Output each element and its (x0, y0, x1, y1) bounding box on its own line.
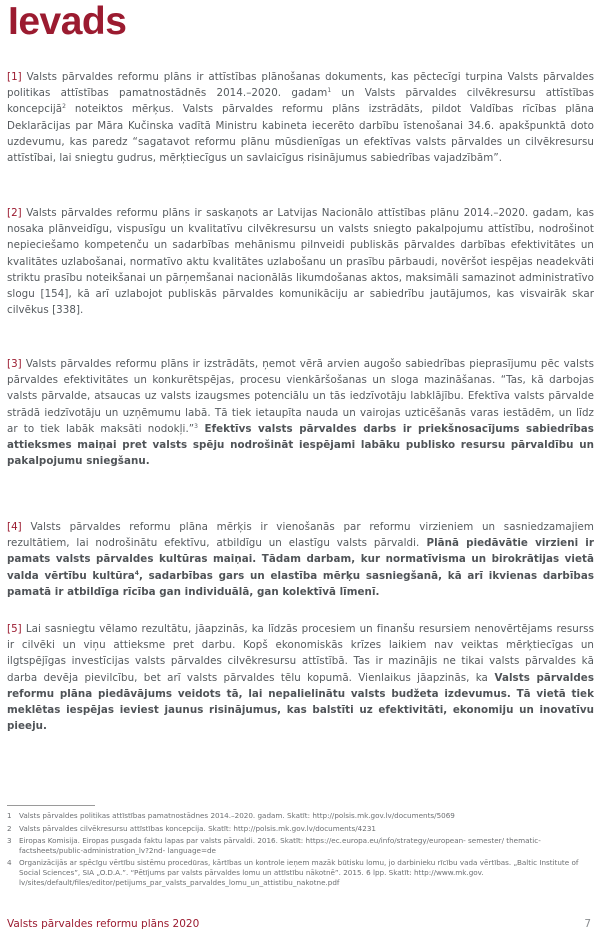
footnote-item (7, 858, 594, 887)
footnote-text: Valsts pārvaldes cilvēkresursu attīstības koncepcija. Skatīt: http://polsis.mk.gov.lv/documents/4231 (19, 823, 376, 833)
paragraph-4 (7, 519, 594, 600)
paragraph-text: Valsts pārvaldes reformu plāns ir saskaņots ar Latvijas Nacionālo attīstības plānu 2014.–2020. gadam, kas nosaka plānveidīgu, vispusīgu un kvalitatīvu cilvēkresursu un valsts sniegto pakalpojumu attīstību, nodrošinot nepieciešamo kompetenču un sadarbības mehānismu pilnveidi publiskās pārvaldes darbības efektivitātes un kvalitātes uzlabošanai, normatīvo aktu kvalitātes uzlabošanu un prasību pārbaudi, novēršot iespējas neadekvāti striktu prasību noteikšanai un pārņemšanai nacionālās likumdošanas aktos, maksimāli samazinot administratīvo slogu [154], kā arī uzlabojot publiskās pārvaldes komunikāciju ar sabiedrību jautājumos, kas visvairāk skar cilvēkus [338]. (7, 207, 595, 317)
footnote-text: Eiropas Komisija. Eiropas pusgada faktu lapas par valsts pārvaldi. 2016. Skatīt: https://ec.europa.eu/info/strategy/european- semester/ thematic-factsheets/public-administration_lv?2nd- language=de (19, 836, 541, 855)
footnote-number: 3 (7, 836, 12, 846)
footnotes (7, 811, 594, 890)
paragraph-number: [4] (7, 521, 22, 533)
paragraph-5 (7, 621, 594, 734)
paragraph-number: [2] (7, 207, 22, 219)
paragraph-text: Valsts pārvaldes reformu plāna mērķis ir vienošanās par reformu virzieniem un sasniedzamajiem rezultātiem, lai nodrošinātu efektīvu, atbildīgu un elastīgu valsts pārvaldi. (7, 521, 594, 550)
footer-document-title: Valsts pārvaldes reformu plāns 2020 (7, 918, 200, 930)
paragraph-3 (7, 356, 594, 469)
footnote-number: 2 (7, 823, 12, 833)
footnote-ref: 4 (134, 569, 139, 577)
paragraph-bold-text: , sadarbības gars un elastība mērķu sasniegšanā, kā arī ikvienas darbības pamatā ir atbildīga rīcība gan individuālā, gan kolektīvā līmenī. (7, 569, 594, 598)
footnote-item (7, 836, 594, 855)
paragraph-2 (7, 205, 594, 318)
paragraph-1 (7, 69, 594, 166)
paragraph-bold-text: Valsts pārvaldes reformu plāna piedāvājums veidots tā, lai nepalielinātu valsts budžeta izdevumus. Tā vietā tiek meklētas iespējas ieviest jaunus risinājumus, kas balstīti uz efektivitāti, ekonomiju un inovatīvu pieeju. (7, 671, 594, 733)
paragraph-text: noteiktos mērķus. Valsts pārvaldes reformu plāns izstrādāts, pildot Valdības rīcības plāna Deklarācijas par Māra Kučinska vadītā Ministru kabineta iecerēto darbību īstenošanai 34.6. apakšpunktā doto uzdevumu, kas paredz “sagatavot reformu plānu mūsdienīgas un efektīvas valsts pārvaldes un cilvēkresursu attīstībai, lai sniegtu gudrus, mērķtiecīgus un savlaicīgus risinājumus sabiedrības vajadzībām”. (7, 103, 594, 165)
footnote-divider (7, 805, 95, 806)
paragraph-text: Valsts pārvaldes reformu plāns ir attīstības plānošanas dokuments, kas pēctecīgi turpina Valsts pārvaldes politikas attīstības pamatnostādnēs 2014.–2020. gadam (7, 71, 594, 100)
paragraph-number: [1] (7, 71, 22, 83)
footnote-ref: 2 (62, 103, 67, 111)
footnote-text: Valsts pārvaldes politikas attīstības pamatnostādnes 2014.–2020. gadam. Skatīt: http://polsis.mk.gov.lv/documents/5069 (19, 811, 455, 820)
footnote-ref: 3 (194, 422, 199, 430)
footnote-text: Organizācijās ar spēcīgu vērtību sistēmu procedūras, kārtības un kontrole ieņem mazāk būtisku lomu, jo darbinieku rīcību vada vērtības. „Baltic Institute of Social Sciences”, SIA „O.D.A.”. “Pētījums par valsts pārvaldes lomu un attīstību nākotnē”. 2015. 6 lpp. Skatīt: http://www.mk.gov. lv/sites/default/files/editor/petijums_par_valsts_parvaldes_lomu_un_attistibu_nakotne.pdf (19, 858, 579, 887)
footnote-number: 1 (7, 811, 12, 820)
page-number: 7 (584, 918, 591, 930)
footnote-item (7, 824, 594, 834)
footnote-number: 4 (7, 858, 12, 868)
page-title: Ievads (8, 0, 127, 43)
paragraph-number: [5] (7, 623, 22, 635)
footnote-ref: 1 (327, 87, 332, 95)
paragraph-bold-text: Plānā piedāvātie virzieni ir pamats valsts pārvaldes kultūras maiņai. Tādam darbam, kur normatīvisma un birokrātijas vietā valda vērtību kultūra (7, 537, 594, 582)
paragraph-text: Valsts pārvaldes reformu plāns ir izstrādāts, ņemot vērā arvien augošo sabiedrības pieprasījumu pēc valsts pārvaldes efektivitātes un konkurētspējas, procesu vienkāršošanas un sloga mazināšanas. “Tas, kā darbojas valsts pārvalde, atsaucas uz valsts izaugsmes potenciālu un tās iedzīvotāju labklājību. Efektīva valsts pārvalde strādā iedzīvotāju un uzņēmumu labā. Tā tiek ietaupīta nauda un vairojas uzticēšanās varas iestādēm, un līdz ar to tiek labāk maksāti nodokļi.” (7, 358, 594, 435)
paragraph-text: un Valsts pārvaldes cilvēkresursu attīstības koncepcijā (7, 87, 594, 116)
footnote-item (7, 811, 594, 821)
paragraph-number: [3] (7, 358, 22, 370)
paragraph-text: Lai sasniegtu vēlamo rezultātu, jāapzinās, ka līdzās procesiem un finanšu resursiem nenovērtējams resurss ir cilvēki un viņu attieksme pret darbu. Kopš ekonomiskās krīzes laikiem nav veiktas mērķtiecīgas un ilgtspējīgas investīcijas valsts pārvaldes cilvēkresursu attīstībā. Tas ir mazinājis ne tikai valsts pārvaldes kā darba devēja pievilcību, bet arī valsts pārvaldes tēlu kopumā. Vienlaikus jāapzinās, ka (7, 623, 594, 684)
paragraph-bold-text: Efektīvs valsts pārvaldes darbs ir priekšnosacījums sabiedrības attieksmes maiņai pret valsts spēju nodrošināt iespējami labāku publisko resursu pārvaldību un pakalpojumu sniegšanu. (7, 422, 594, 468)
